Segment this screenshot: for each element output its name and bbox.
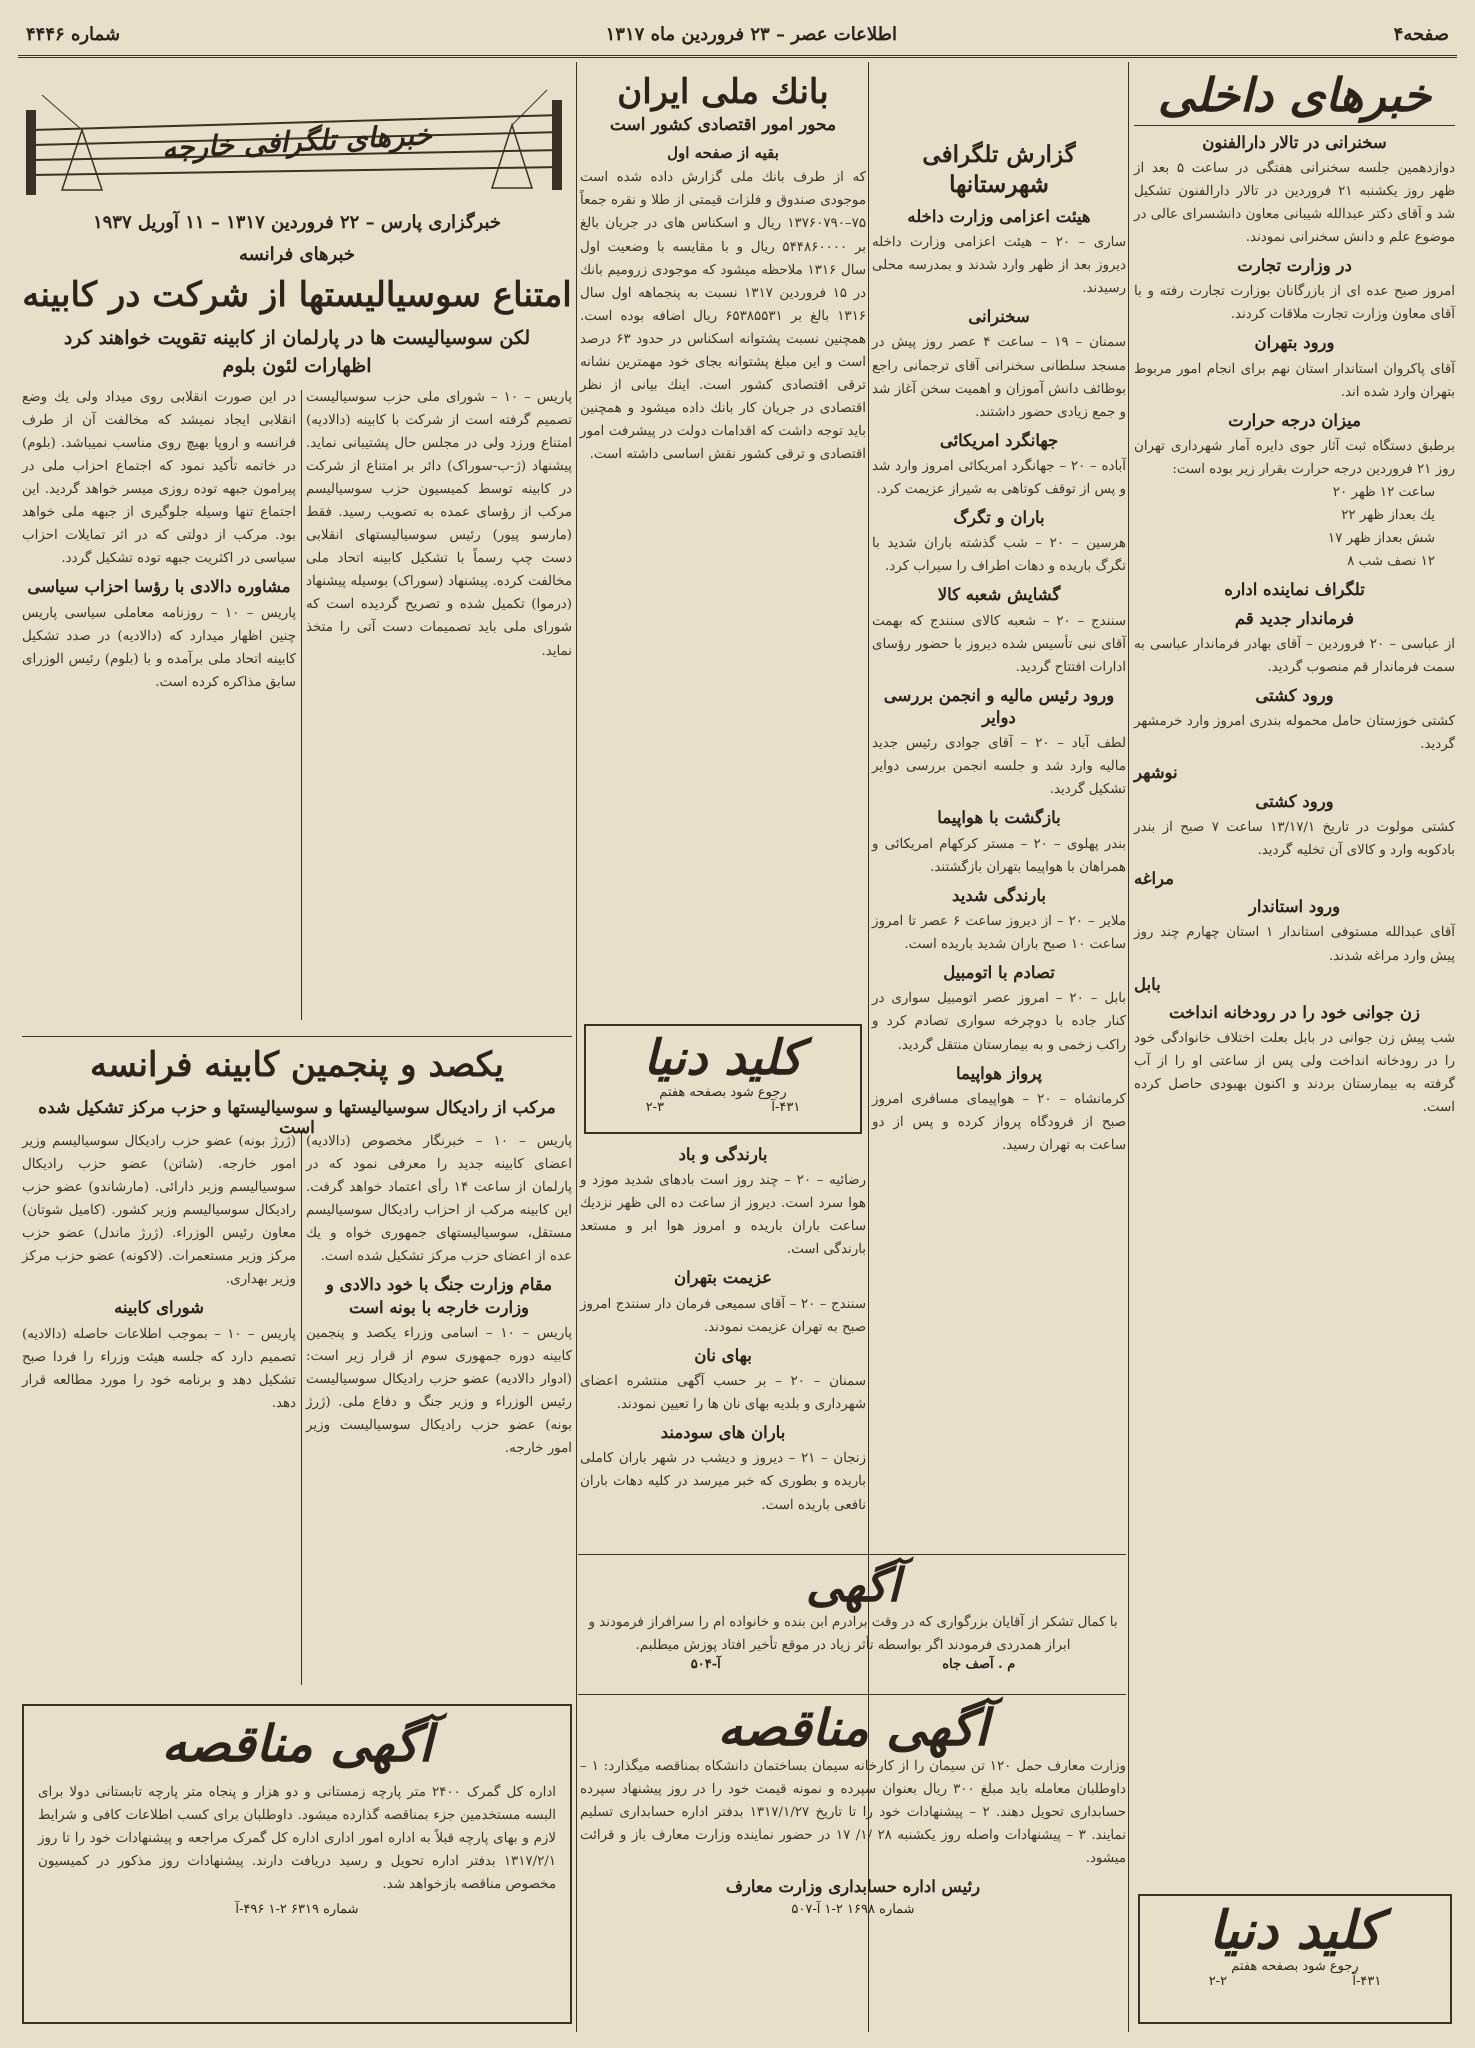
section-heading: شورای کابینه xyxy=(114,1298,204,1318)
article-text: از عباسی – ۲۰ فروردین – آقای بهادر فرماندار عباسی به سمت فرماندار قم منصوب گردید. xyxy=(1134,636,1455,675)
ad-signature: م . آصف جاه xyxy=(942,1656,1016,1672)
ad-code: آ-۵۰۴ xyxy=(690,1656,721,1672)
article-text: در این صورت انقلابی روی میداد ولی یك وضع انقلابی ایجاد نمیشد که مخالفت آن از طرف فرانسه و اروپا بهیچ روی مناسب نمیباشد. (بلوم) در خاتمه تأکید نمود که اجتماع احزاب ملی در پیرامون جبهه توده روزی میسر خواهد گردید. این اجتماع تنها وسیله جلوگیری از جبهه ملی خواهد بود. مرکب از دولتی که در اثر تمایلات احزاب سیاسی در اکثریت جبهه توده تشکیل گردد. xyxy=(22,390,296,567)
kelid-donya-box-right xyxy=(1138,1894,1452,2024)
article-text: سمنان – ۲۰ – بر حسب آگهی منتشره اعضای شهرداری و بلدیه بهای نان ها را تعیین نمودند. xyxy=(580,1374,867,1413)
article-column-left xyxy=(22,386,296,1026)
section-heading: تلگراف نماینده اداره xyxy=(1224,580,1365,600)
main-subhead-2: اظهارات لئون بلوم xyxy=(222,355,372,377)
section-heading: در وزارت تجارت xyxy=(1237,256,1352,276)
kelid-code: ۲-۳ xyxy=(645,1099,665,1115)
domestic-news xyxy=(1134,70,1455,1850)
section-heading: مقام وزارت جنگ با خود دالادی و وزارت خارجه با بونه است xyxy=(325,1275,553,1317)
article-column: پاریس – ۱۰ – شورای ملی حزب سوسیالیست تصمیم گرفته است از شرکت با کابینه (دالادیه) امتناع ورزد ولی در مجلس حال پشتیبانی نماید. پیشنهاد (ژ-ب-سوراک) دائر بر امتناع از شرکت در کابینه توسط کمیسیون حزب سوسیالیسم مرکب از رؤسای عمده به تصویب رسید. فقط (مارسو پیور) رئیس سوسیالیستهای انقلابی دست چپ رسماً با تشکیل کابینه اتحاد ملی مخالفت کرده. پیشنهاد (سوراک) بوسیله پیشنهاد (درموا) تکمیل شده و تصریح گردیده است که شورای ملی باید تصمیمات دست آتی را متخذ نماید. xyxy=(306,390,573,659)
center-news xyxy=(580,1138,866,1548)
article-text: پاریس – ۱۰ – اسامی وزراء یکصد و پنجمین کابینه دوره جمهوری سوم از قرار زیر است: (ادوار دالادیه) عضو حزب رادیکال سوسیالیست رئیس الوزراء و وزیر جنگ و دفاع ملی. (ژرژ بونه) عضو حزب رادیکال سوسیالیست وزیر امور خارجه. xyxy=(306,1325,573,1457)
kelid-note: رجوع شود بصفحه هفتم xyxy=(659,1084,787,1100)
section-heading: باران های سودمند xyxy=(660,1423,786,1443)
kelid-code: ۴۳۱-آ xyxy=(771,1099,801,1115)
section-heading: سخنرانی در تالار دارالفنون xyxy=(1202,132,1387,152)
article-text: ساری – ۲۰ – هیئت اعزامی وزارت داخله دیروز بعد از ظهر وارد شدند و بمدرسه محلی رسیدند. xyxy=(872,235,1126,297)
temperature-row: ۱۲ نصف شب ۸ xyxy=(1347,554,1435,570)
section-title: گزارش تلگرافی شهرستانها xyxy=(922,141,1076,198)
ad-tender-customs xyxy=(22,1704,572,2024)
ad-title: آگهی مناقصه xyxy=(161,1714,433,1773)
kelid-code: ۲-۲ xyxy=(1208,1974,1228,1990)
article-text: سمنان – ۱۹ – ساعت ۴ عصر روز پیش در مسجد سلطانی سخنرانی آقای ترجمانی راجع بوظائف دانش آموزان و اهمیت سخن آغاز شد و جمع زیادی حضور داشتند. xyxy=(872,335,1127,420)
france-news-label: خبرهای فرانسه xyxy=(238,244,356,265)
section-heading: عزیمت بتهران xyxy=(673,1268,772,1288)
section-heading: سخنرانی xyxy=(968,307,1030,327)
column-divider xyxy=(1128,62,1129,2032)
telegraph-banner xyxy=(22,70,572,208)
article-text: سنندج – ۲۰ – آقای سمیعی فرمان دار سنندج امروز صبح به تهران عزیمت نمودند. xyxy=(580,1296,866,1335)
kelid-title: کلید دنیا xyxy=(1208,1900,1382,1961)
section-heading: ورود بتهران xyxy=(1254,333,1335,353)
cabinet-column-left xyxy=(22,1130,296,1690)
temperature-row: ساعت ۱۲ ظهر ۲۰ xyxy=(1332,485,1435,501)
ad-title: آگهی مناقصه xyxy=(717,1698,989,1757)
article-text: سنندج – ۲۰ – شعبه کالای سنندج که بهمت آقای نبی تأسیس شده دیروز با حضور رؤسای ادارات افتتاح گردید. xyxy=(872,613,1126,675)
masthead xyxy=(18,14,1457,58)
section-heading: مراغه xyxy=(1134,868,1175,888)
bank-subtitle: محور امور اقتصادی کشور است xyxy=(609,115,837,136)
temperature-row: شش بعداز ظهر ۱۷ xyxy=(1327,531,1435,547)
temperature-row: یك بعداز ظهر ۲۲ xyxy=(1341,508,1435,524)
section-heading: هیئت اعزامی وزارت داخله xyxy=(907,206,1091,226)
article-text: هرسین – ۲۰ – شب گذشته باران شدید با تگرگ باریده و دهات اطراف را سیراب کرد. xyxy=(872,536,1126,575)
ad-text: اداره کل گمرک ۲۴۰۰ متر پارچه زمستانی و دو هزار و پنجاه متر پارچه تابستانی دولا برای البسه مستخدمین جزء بمناقصه گذارده میشود. داوطلبان برای کسب اطلاعات کافی و شرایط لازم و بهای پارچه قبلاً به اداره امور اداری اداره کل گمرک مراجعه و پیشنهادات خود را تا روز ۱۳۱۷/۲/۱ بدفتر اداره تحویل و رسید دریافت دارند. پیشنهادات روز مذکور در کمیسیون مخصوص مناقصه بازخواهد شد. xyxy=(38,1785,557,1893)
page-number: صفحه۴ xyxy=(1393,24,1449,45)
section-heading: بارندگی شدید xyxy=(952,885,1046,905)
main-headline: امتناع سوسیالیستها از شرکت در کابینه xyxy=(22,275,572,315)
article-text: امروز صبح عده ای از بازرگانان بوزارت تجارت رفته و با آقای معاون وزارت تجارت ملاقات کردند. xyxy=(1134,284,1455,323)
section-heading: زن جوانی خود را در رودخانه انداخت xyxy=(1169,1002,1420,1022)
main-subhead: لکن سوسیالیست ها در پارلمان از کابینه تقویت خواهند کرد xyxy=(63,327,531,349)
article-text: کشتی مولوت در تاریخ ۱۳/۱۷/۱ ساعت ۷ صبح از بندر بادکوبه وارد و کالای آن تخلیه گردید. xyxy=(1134,819,1455,858)
section-heading: فرماندار جدید قم xyxy=(1234,608,1355,628)
section-heading: میزان درجه حرارت xyxy=(1228,410,1361,430)
section-heading: بهای نان xyxy=(694,1345,752,1365)
kelid-code: ۴۳۱-آ xyxy=(1352,1974,1382,1990)
kelid-donya-box xyxy=(584,1024,862,1134)
article-text: برطبق دستگاه ثبت آثار جوی دایره آمار شهرداری تهران روز ۲۱ فروردین درجه حرارت بقرار زیر بوده است: xyxy=(1134,439,1455,478)
article-text: بندر پهلوی – ۲۰ – مستر کرکهام امریکائی و همراهان با هواپیما بتهران بازگشتند. xyxy=(872,836,1126,875)
section-heading: ورود رئیس مالیه و انجمن بررسی دوایر xyxy=(883,685,1115,728)
bank-title: بانك ملی ایران xyxy=(617,72,829,112)
ad-condolence xyxy=(580,1560,1126,1690)
article-text: آقای پاکروان استاندار استان نهم برای انجام امور مربوط بتهران وارد شده اند. xyxy=(1134,361,1455,400)
section-heading: گشایش شعبه کالا xyxy=(937,585,1061,605)
newspaper-page xyxy=(18,14,1457,2034)
section-heading: نوشهر xyxy=(1134,763,1178,783)
section-heading: باران و تگرگ xyxy=(953,508,1045,527)
article-text: آباده – ۲۰ – جهانگرد امریکائی امروز وارد شد و پس از توقف کوتاهی به شیراز عزیمت کرد. xyxy=(872,458,1126,497)
article-text: کشتی خوزستان حامل محموله بندری امروز وارد خرمشهر گردید. xyxy=(1134,714,1455,753)
section-heading: ورود کشتی xyxy=(1255,791,1334,811)
kelid-note: رجوع شود بصفحه هفتم xyxy=(1231,1959,1359,1975)
section-heading: مشاوره دالادی با رؤسا احزاب سیاسی xyxy=(27,577,291,597)
section-title: خبرهای داخلی xyxy=(1157,68,1432,122)
article-text: بابل – ۲۰ – امروز عصر اتومبیل سواری در کنار جاده با دوچرخه سواری تصادم کرد و راکب زخمی و به بیمارستان منتقل گردید. xyxy=(872,991,1127,1053)
continued-label: بقیه از صفحه اول xyxy=(667,144,779,163)
cabinet-subhead: مرکب از رادیکال سوسیالیستها و سوسیالیستها و حزب مرکز تشکیل شده است xyxy=(38,1098,556,1138)
issue-date: اطلاعات عصر – ۲۳ فروردین ماه ۱۳۱۷ xyxy=(605,24,897,45)
section-heading: بازگشت با هواپیما xyxy=(937,808,1061,828)
article-text: دوازدهمین جلسه سخنرانی هفتگی در ساعت ۵ بعد از ظهر روز یکشنبه ۲۱ فروردین در تالار دارالفنون تشکیل شد و آقای دکتر عبدالله شیبانی معاون دانشسرای عالی در موضوع علم و دانش سخنرانی نمودند. xyxy=(1134,160,1456,245)
issue-number: شماره ۴۴۴۶ xyxy=(26,24,121,45)
article-text: لطف آباد – ۲۰ – آقای جوادی رئیس جدید مالیه وارد شد و جلسه انجمن بررسی دوایر تشکیل گردید. xyxy=(872,736,1126,798)
provincial-telegrams xyxy=(872,140,1126,1550)
section-heading: تصادم با اتومبیل xyxy=(943,963,1055,983)
article-text: رضائیه – ۲۰ – چند روز است بادهای شدید موزد و هوا سرد است. دیروز از ساعت ده الی ظهر نزدیك ساعت باران باریده و امروز هوا ابر و مستعد بارندگی است. xyxy=(580,1173,866,1258)
section-heading: ورود استاندار xyxy=(1248,897,1341,917)
ad-footer: شماره ۶۳۱۹ ۲-۱ ۴۹۶-آ xyxy=(235,1902,359,1918)
section-heading: ورود کشتی xyxy=(1255,685,1334,705)
article-text: شب پیش زن جوانی در بابل بعلت اختلاف خانوادگی خود را در رودخانه انداخت ولی پس از ساعتی او را از آب گرفته به بیمارستان بردند و اکنون بهبودی حاصل کرده است. xyxy=(1134,1031,1455,1116)
kelid-title: کلید دنیا xyxy=(643,1030,803,1086)
article-text: (ژرژ بونه) عضو حزب رادیکال سوسیالیسم وزیر امور خارجه. (شاتن) عضو حزب رادیکال سوسیالیسم وزیر دارائی. (مارشاندو) عضو حزب رادیکال سوسیالیسم وزیر کشور. (کامیل شوتان) معاون رئیس الوزراء. (ژرژ ماندل) عضو حزب مرکز وزیر مستعمرات. (لاکونه) عضو حزب مرکز وزیر بهداری. xyxy=(22,1134,296,1288)
cabinet-column-right xyxy=(306,1130,572,1690)
telegraph-title: خبرهای تلگرافی خارجه xyxy=(161,117,433,166)
cabinet-headline: یکصد و پنجمین کابینه فرانسه xyxy=(89,1045,505,1085)
section-heading: پرواز هواپیما xyxy=(956,1063,1042,1083)
ad-text: با کمال تشکر از آقایان بزرگواری که در وقت برادرم ابن بنده و خانواده ام را سرافراز فرمودند و ابراز همدردی فرمودند اگر بواسطه تأثر زیاد در موقع تأخیر افتاد پوزش میطلبم. xyxy=(588,1614,1118,1653)
article-text: آقای عبدالله مستوفی استاندار ۱ استان چهارم چند روز پیش وارد مراغه شدند. xyxy=(1134,925,1455,964)
article-text: پاریس – ۱۰ – روزنامه معاملی سیاسی پاریس چنین اظهار میدارد که (دالادیه) در صدد تشکیل کابینه اتحاد ملی برآمده و با (بلوم) رئیس الوزرای سابق مذاکره کرده است. xyxy=(22,605,297,690)
section-heading: بارندگی و باد xyxy=(678,1145,768,1164)
ad-title: آگهی xyxy=(805,1558,901,1612)
article-text: پاریس – ۱۰ – خبرنگار مخصوص (دالادیه) اعضای کابینه جدید را معرفی نمود که در پارلمان از ساعت ۱۴ رأی اعتماد خواهد گرفت. این کابینه مرکب از احزاب رادیکال سوسیالیسم مستقل، سوسیالیستهای جمهوری خواه و یك عده از اعضای حزب مرکز تشکیل شده است. xyxy=(306,1134,572,1265)
article-text: که از طرف بانك ملی گزارش داده شده است موجودی صندوق و فلزات قیمتی از طلا و نقره جمعاً ۷۵–۱۳۷۶۰۷۹۰ ریال و اسکناس های در جریان بالغ بر ۵۴۴۸۶۰۰۰۰ ریال و با مقایسه با وضعیت اول سال ۱۳۱۶ ملاحظه میشود که موجودی زرومیم بانك در ۱۵ فروردین ۱۳۱۷ نسبت به پنجماهه اول سال ۱۳۱۶ بالغ بر ۶۵۳۸۵۵۳۱ ریال اضافه بوده است. همچنین نسبت پشتوانه اسکناس در حدود ۶۳ درصد است و این مبلغ پشتوانه بجای خود مهمترین نشانه ترقی اقتصادی کشور است. اینك بیانی از نظر اقتصادی در جریان کار بانك داده میشود و همچنین باید توجه داشت که اقدامات دولت در پیشرفت امور اقتصادی و ترقی کشور نقش اساسی داشته است. xyxy=(580,170,867,462)
article-text: کرمانشاه – ۲۰ – هواپیمای مسافری امروز صبح از فرودگاه پرواز کرده و پس از دو ساعت به تهران رسید. xyxy=(872,1091,1126,1153)
ad-footer: شماره ۱۶۹۸ ۲-۱ آ-۵۰۷ xyxy=(791,1901,915,1917)
section-heading: بابل xyxy=(1134,974,1161,994)
article-text: پاریس – ۱۰ – بموجب اطلاعات حاصله (دالادیه) تصمیم دارد که جلسه هیئت وزراء را فردا صبح تشکیل دهد و برنامه خود را مورد مطالعه قرار دهد. xyxy=(22,1326,297,1411)
section-heading: جهانگرد امریکائی xyxy=(939,430,1059,450)
ad-text: وزارت معارف حمل ۱۲۰ تن سیمان را از کارخانه سیمان بساختمان دانشکاه بمناقصه میگذارد: ۱ – داوطلبان معامله باید مبلغ ۳۰۰ ریال بعنوان سپرده و نمونه قیمت خود را در روز پیشنهاد سپرده حسابداری تحویل دهند. ۲ – پیشنهادات خود را تا تاریخ ۱۳۱۷/۱/۲۷ بدفتر اداره حسابداری تسلیم نمایند. ۳ – پیشنهادات واصله روز یکشنبه ۲۸ /۱/ ۱۷ در حضور نماینده وزارت معارف باز و قرائت میشود. xyxy=(580,1759,1126,1867)
ad-tender-education xyxy=(580,1700,1126,2030)
column-divider xyxy=(576,62,577,2032)
article-text: ملایر – ۲۰ – از دیروز ساعت ۶ عصر تا امروز ساعت ۱۰ صبح باران شدید باریده است. xyxy=(872,914,1126,953)
article-text: زنجان – ۲۱ – دیروز و دیشب در شهر باران کاملی باریده و بطوری که خبر میرسد در کلیه دهات باران نافعی باریده است. xyxy=(580,1451,866,1513)
bank-article xyxy=(580,70,866,1080)
temperature-list xyxy=(1134,481,1455,573)
ad-signature: رئیس اداره حسابداری وزارت معارف xyxy=(725,1877,981,1897)
agency-line: خبرگزاری پارس – ۲۲ فروردین ۱۳۱۷ – ۱۱ آوریل ۱۹۳۷ xyxy=(92,212,502,233)
